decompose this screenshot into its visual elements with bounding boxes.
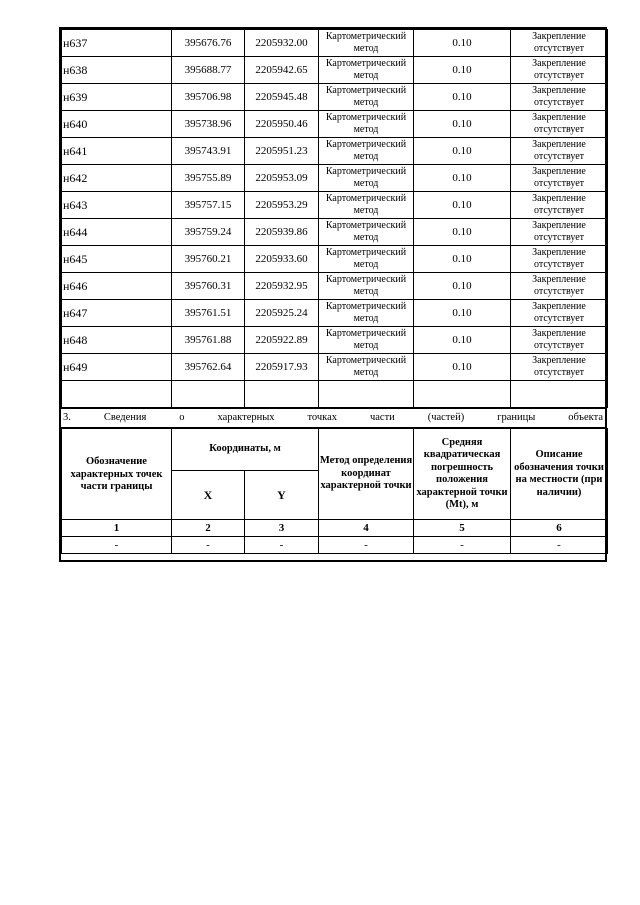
method: Картометрический метод [319,192,414,219]
empty-cell: - [414,537,511,554]
table-row [62,246,608,273]
header-x: X [172,471,245,520]
accuracy: 0.10 [414,84,511,111]
empty-cell: - [245,537,319,554]
column-number: 5 [414,520,511,537]
coord-y: 2205945.48 [245,84,319,111]
coord-y: 2205953.29 [245,192,319,219]
table-row [62,138,608,165]
table-row [62,111,608,138]
table-row [62,300,608,327]
table-row [62,84,608,111]
section-3-table [61,428,608,554]
coord-y: 2205953.09 [245,165,319,192]
point-name: н644 [62,219,172,246]
section-3-header-row [62,429,608,471]
accuracy: 0.10 [414,354,511,381]
description: Закрепление отсутствует [511,57,608,84]
description: Закрепление отсутствует [511,192,608,219]
coord-y: 2205942.65 [245,57,319,84]
accuracy: 0.10 [414,111,511,138]
coord-x: 395743.91 [172,138,245,165]
coord-y: 2205939.86 [245,219,319,246]
header-designation: Обозначение характерных точек части границы [62,429,172,520]
description: Закрепление отсутствует [511,246,608,273]
coord-y: 2205925.24 [245,300,319,327]
method: Картометрический метод [319,300,414,327]
accuracy: 0.10 [414,30,511,57]
table-row [62,327,608,354]
column-number: 1 [62,520,172,537]
empty-data-row [62,537,608,554]
coord-y: 2205951.23 [245,138,319,165]
section-3-title: 3. Сведения о характерных точках части (частей) границы объекта [61,408,605,428]
coord-y: 2205933.60 [245,246,319,273]
coord-y: 2205950.46 [245,111,319,138]
method: Картометрический метод [319,30,414,57]
coord-x: 395762.64 [172,354,245,381]
table-row [62,165,608,192]
description: Закрепление отсутствует [511,111,608,138]
accuracy: 0.10 [414,246,511,273]
point-name: н641 [62,138,172,165]
point-name: н649 [62,354,172,381]
method: Картометрический метод [319,111,414,138]
description: Закрепление отсутствует [511,165,608,192]
method: Картометрический метод [319,138,414,165]
table-row [62,192,608,219]
coord-y: 2205922.89 [245,327,319,354]
accuracy: 0.10 [414,192,511,219]
column-number: 3 [245,520,319,537]
method: Картометрический метод [319,327,414,354]
accuracy: 0.10 [414,57,511,84]
boundary-points-document [59,27,607,562]
point-name: н638 [62,57,172,84]
coord-y: 2205932.95 [245,273,319,300]
column-number: 6 [511,520,608,537]
coord-x: 395761.88 [172,327,245,354]
table-row [62,273,608,300]
coord-x: 395755.89 [172,165,245,192]
coord-x: 395760.31 [172,273,245,300]
description: Закрепление отсутствует [511,84,608,111]
description: Закрепление отсутствует [511,300,608,327]
empty-cell: - [319,537,414,554]
description: Закрепление отсутствует [511,219,608,246]
header-accuracy: Средняя квадратическая погрешность положения характерной точки (Mt), м [414,429,511,520]
column-number: 4 [319,520,414,537]
header-y: Y [245,471,319,520]
header-method: Метод определения координат характерной точки [319,429,414,520]
accuracy: 0.10 [414,327,511,354]
column-number-row [62,520,608,537]
points-table-body [62,30,608,381]
table-row [62,219,608,246]
table-row [62,354,608,381]
method: Картометрический метод [319,246,414,273]
coord-y: 2205917.93 [245,354,319,381]
point-name: н640 [62,111,172,138]
points-table [61,29,608,408]
table-row [62,57,608,84]
description: Закрепление отсутствует [511,138,608,165]
coord-x: 395706.98 [172,84,245,111]
point-name: н647 [62,300,172,327]
point-name: н639 [62,84,172,111]
point-name: н643 [62,192,172,219]
point-name: н637 [62,30,172,57]
point-name: н645 [62,246,172,273]
column-number: 2 [172,520,245,537]
accuracy: 0.10 [414,273,511,300]
method: Картометрический метод [319,84,414,111]
coord-x: 395738.96 [172,111,245,138]
method: Картометрический метод [319,165,414,192]
bottom-spacer [61,554,605,560]
point-name: н646 [62,273,172,300]
coord-x: 395761.51 [172,300,245,327]
description: Закрепление отсутствует [511,273,608,300]
method: Картометрический метод [319,57,414,84]
accuracy: 0.10 [414,138,511,165]
empty-cell: - [62,537,172,554]
header-description: Описание обозначения точки на местности (при наличии) [511,429,608,520]
accuracy: 0.10 [414,219,511,246]
coord-x: 395676.76 [172,30,245,57]
description: Закрепление отсутствует [511,30,608,57]
coord-x: 395688.77 [172,57,245,84]
coord-x: 395759.24 [172,219,245,246]
description: Закрепление отсутствует [511,354,608,381]
accuracy: 0.10 [414,300,511,327]
method: Картометрический метод [319,354,414,381]
method: Картометрический метод [319,219,414,246]
point-name: н642 [62,165,172,192]
description: Закрепление отсутствует [511,327,608,354]
coord-x: 395757.15 [172,192,245,219]
coord-y: 2205932.00 [245,30,319,57]
method: Картометрический метод [319,273,414,300]
empty-cell: - [172,537,245,554]
table-row [62,30,608,57]
point-name: н648 [62,327,172,354]
empty-row [62,381,608,408]
header-coordinates: Координаты, м [172,429,319,471]
coord-x: 395760.21 [172,246,245,273]
empty-cell: - [511,537,608,554]
accuracy: 0.10 [414,165,511,192]
